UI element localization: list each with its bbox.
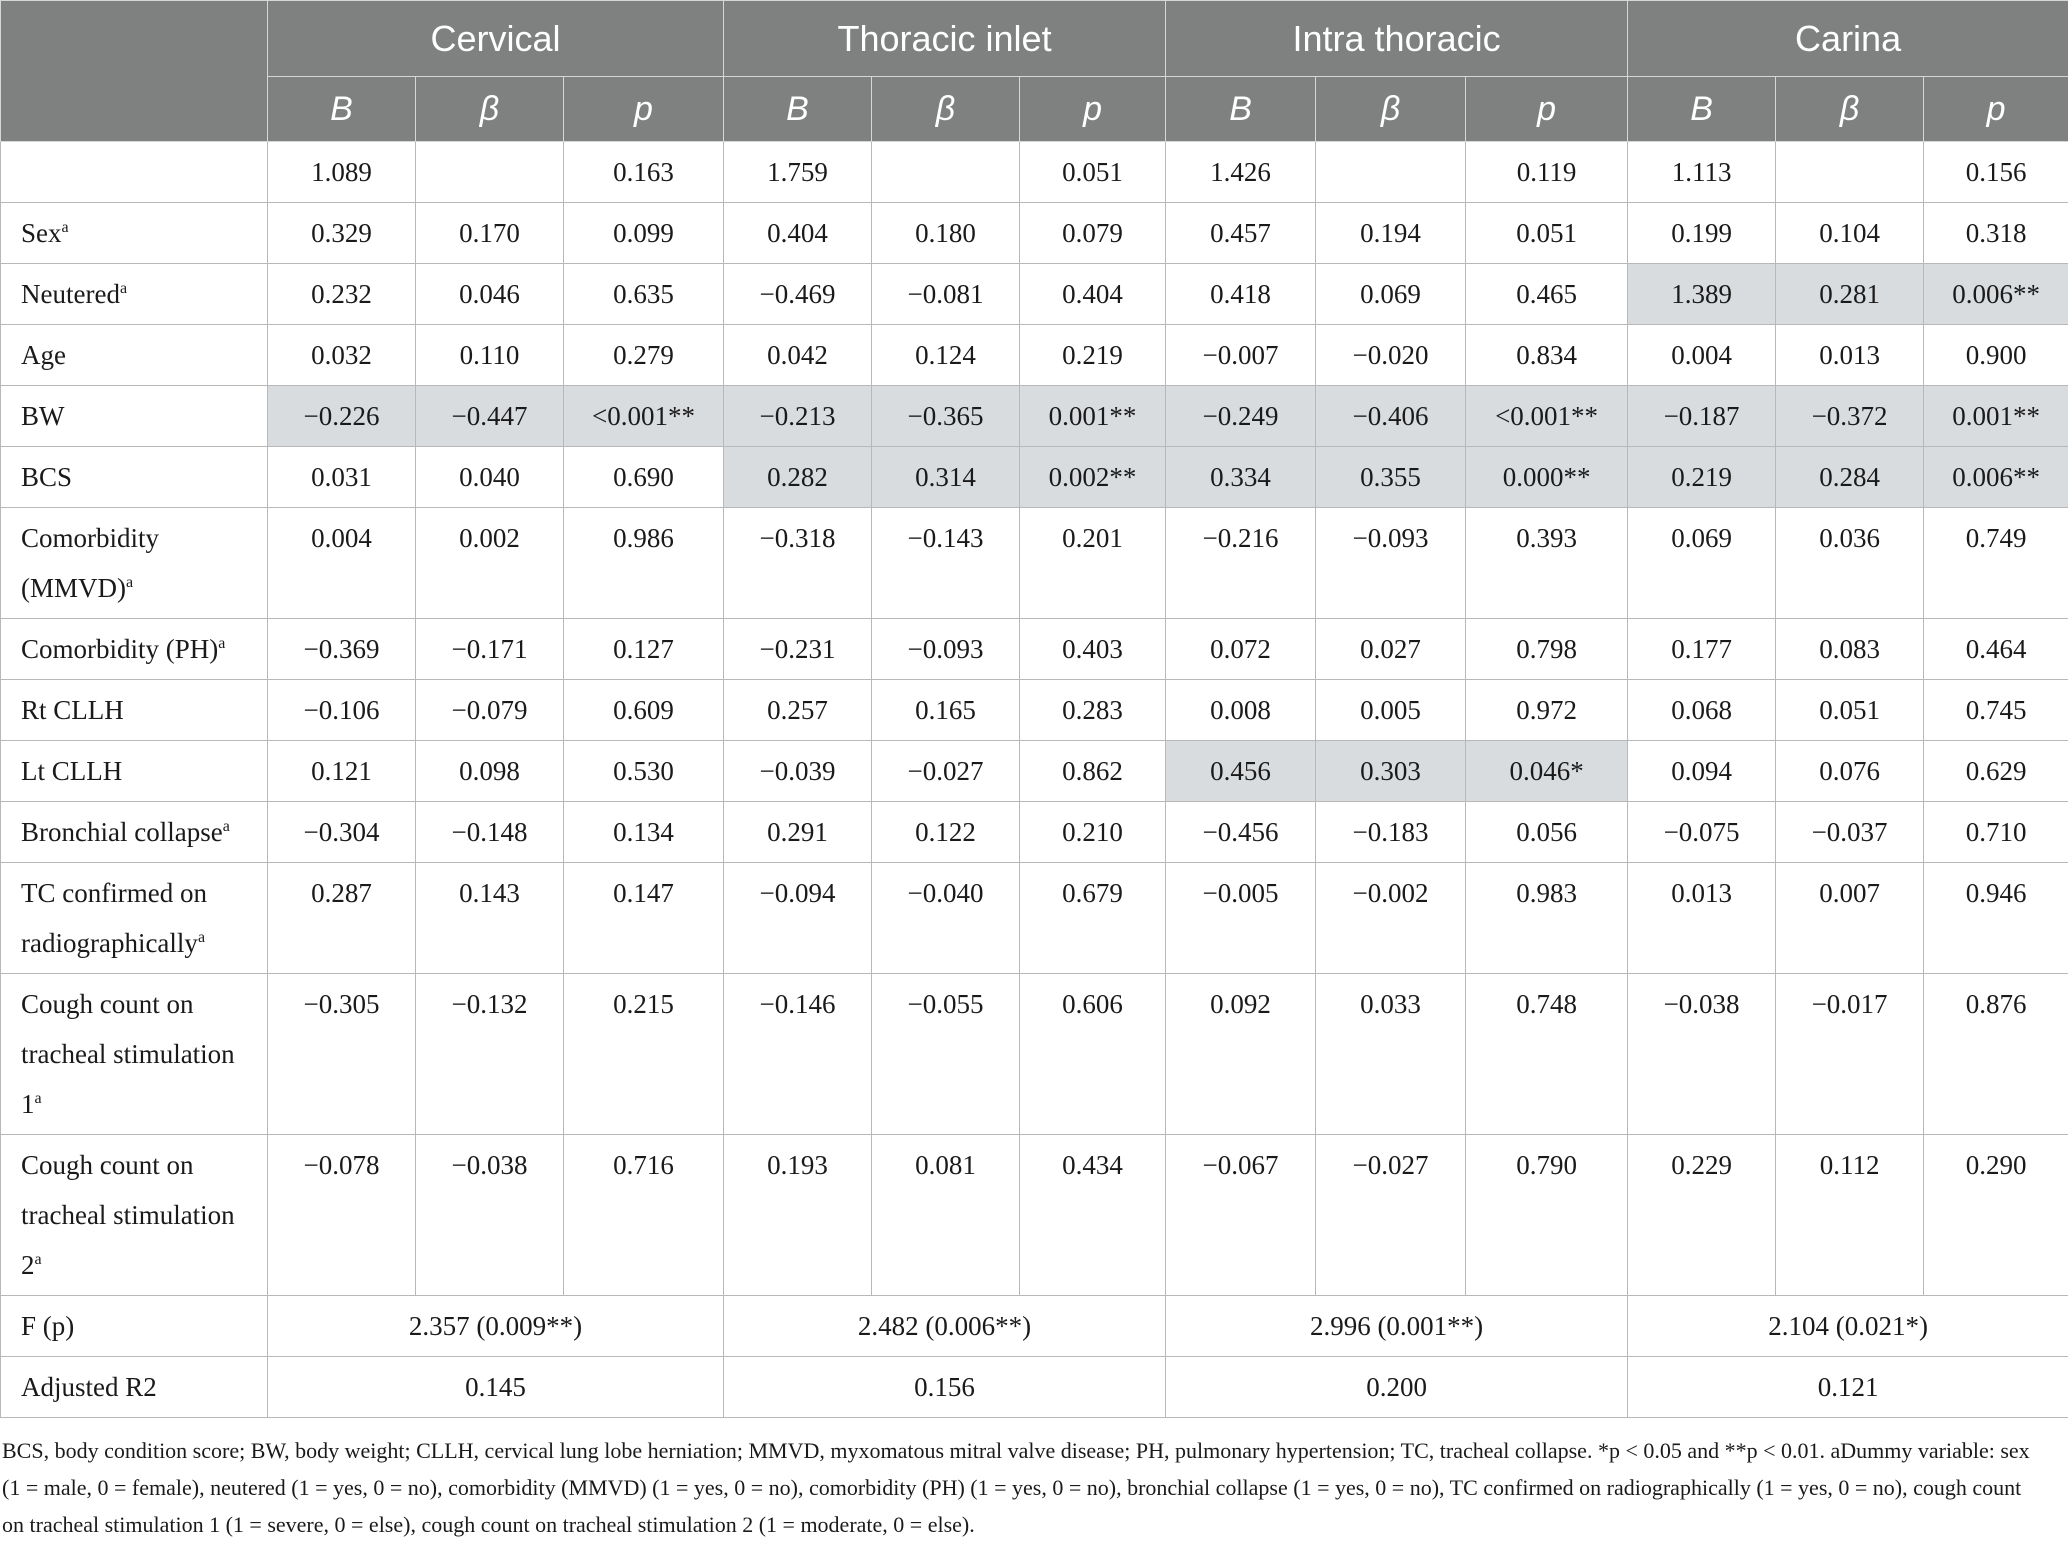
value-cell: 0.393 — [1466, 508, 1628, 619]
value-cell: 0.143 — [416, 863, 564, 974]
value-cell: −0.305 — [268, 974, 416, 1135]
coef-header-beta: β — [1316, 77, 1466, 142]
value-cell: 0.081 — [872, 1135, 1020, 1296]
table-row — [1, 386, 2068, 447]
value-cell: 0.134 — [564, 802, 724, 863]
value-cell: 0.098 — [416, 741, 564, 802]
value-cell: 0.033 — [1316, 974, 1466, 1135]
row-label-text: Age — [21, 340, 66, 370]
coef-header-p: p — [564, 77, 724, 142]
value-cell: 0.013 — [1628, 863, 1776, 974]
summary-value: 2.104 (0.021*) — [1628, 1296, 2068, 1357]
value-cell: −0.038 — [416, 1135, 564, 1296]
row-label-text: Bronchial collapse — [21, 817, 223, 847]
coef-header-beta: β — [416, 77, 564, 142]
value-cell: −0.093 — [872, 619, 1020, 680]
value-cell: 0.056 — [1466, 802, 1628, 863]
value-cell: 0.290 — [1924, 1135, 2068, 1296]
value-cell: 0.051 — [1776, 680, 1924, 741]
value-cell: −0.040 — [872, 863, 1020, 974]
summary-row — [1, 1296, 2068, 1357]
value-cell: 0.606 — [1020, 974, 1166, 1135]
value-cell: −0.447 — [416, 386, 564, 447]
value-cell: 0.284 — [1776, 447, 1924, 508]
value-cell: 0.876 — [1924, 974, 2068, 1135]
value-cell: 0.355 — [1316, 447, 1466, 508]
table-row — [1, 508, 2068, 619]
row-label-text: BCS — [21, 462, 73, 492]
table-row — [1, 142, 2068, 203]
value-cell: 0.257 — [724, 680, 872, 741]
value-cell — [872, 142, 1020, 203]
value-cell: −0.093 — [1316, 508, 1466, 619]
table-row — [1, 325, 2068, 386]
value-cell: 0.946 — [1924, 863, 2068, 974]
header-group-row — [1, 1, 2068, 77]
row-label — [1, 203, 268, 264]
value-cell: 0.834 — [1466, 325, 1628, 386]
table-row — [1, 863, 2068, 974]
value-cell: −0.007 — [1166, 325, 1316, 386]
row-label-text: Comorbidity (PH) — [21, 634, 219, 664]
value-cell: 0.287 — [268, 863, 416, 974]
value-cell: −0.406 — [1316, 386, 1466, 447]
value-cell: 0.121 — [268, 741, 416, 802]
value-cell: −0.039 — [724, 741, 872, 802]
table-row — [1, 741, 2068, 802]
value-cell: 0.404 — [724, 203, 872, 264]
coef-header-beta: β — [1776, 77, 1924, 142]
value-cell: −0.017 — [1776, 974, 1924, 1135]
row-label — [1, 386, 268, 447]
summary-value: 2.996 (0.001**) — [1166, 1296, 1628, 1357]
value-cell: 0.110 — [416, 325, 564, 386]
value-cell: −0.037 — [1776, 802, 1924, 863]
value-cell: 0.079 — [1020, 203, 1166, 264]
value-cell: −0.456 — [1166, 802, 1316, 863]
value-cell: 0.156 — [1924, 142, 2068, 203]
value-cell: 0.404 — [1020, 264, 1166, 325]
value-cell: −0.075 — [1628, 802, 1776, 863]
value-cell: 0.329 — [268, 203, 416, 264]
value-cell: −0.148 — [416, 802, 564, 863]
value-cell: 0.072 — [1166, 619, 1316, 680]
value-cell: 0.007 — [1776, 863, 1924, 974]
value-cell: <0.001** — [564, 386, 724, 447]
value-cell: −0.231 — [724, 619, 872, 680]
row-label-text: Lt CLLH — [21, 756, 123, 786]
row-label-text: TC confirmed on radiographically — [21, 878, 207, 958]
value-cell: 0.609 — [564, 680, 724, 741]
value-cell: −0.079 — [416, 680, 564, 741]
value-cell: 0.002** — [1020, 447, 1166, 508]
value-cell: −0.318 — [724, 508, 872, 619]
row-label-text: Cough count on tracheal stimulation 1 — [21, 989, 235, 1119]
value-cell: 0.076 — [1776, 741, 1924, 802]
value-cell: −0.002 — [1316, 863, 1466, 974]
value-cell: 1.426 — [1166, 142, 1316, 203]
value-cell: 0.083 — [1776, 619, 1924, 680]
value-cell: 0.104 — [1776, 203, 1924, 264]
value-cell: 0.679 — [1020, 863, 1166, 974]
value-cell: 0.282 — [724, 447, 872, 508]
value-cell: 1.389 — [1628, 264, 1776, 325]
value-cell: 0.972 — [1466, 680, 1628, 741]
value-cell: 0.177 — [1628, 619, 1776, 680]
table-row — [1, 619, 2068, 680]
value-cell: 0.112 — [1776, 1135, 1924, 1296]
value-cell: 0.748 — [1466, 974, 1628, 1135]
row-label — [1, 447, 268, 508]
value-cell: 0.006** — [1924, 447, 2068, 508]
table-row — [1, 264, 2068, 325]
footnote-marker: a — [61, 219, 69, 236]
value-cell: −0.226 — [268, 386, 416, 447]
value-cell: −0.372 — [1776, 386, 1924, 447]
header-coef-row — [1, 77, 2068, 142]
value-cell: 0.004 — [1628, 325, 1776, 386]
value-cell: −0.020 — [1316, 325, 1466, 386]
value-cell: 0.069 — [1628, 508, 1776, 619]
summary-value: 0.156 — [724, 1357, 1166, 1418]
coef-header-b: B — [1166, 77, 1316, 142]
row-label — [1, 802, 268, 863]
group-header-intra-thoracic: Intra thoracic — [1166, 1, 1628, 77]
value-cell: −0.027 — [872, 741, 1020, 802]
value-cell: 0.046 — [416, 264, 564, 325]
value-cell: 0.127 — [564, 619, 724, 680]
value-cell: 0.092 — [1166, 974, 1316, 1135]
value-cell: 1.089 — [268, 142, 416, 203]
value-cell: 0.219 — [1020, 325, 1166, 386]
group-header-thoracic-inlet: Thoracic inlet — [724, 1, 1166, 77]
footnote-marker: a — [222, 818, 230, 835]
value-cell: −0.171 — [416, 619, 564, 680]
row-label-text: BW — [21, 401, 65, 431]
row-label — [1, 680, 268, 741]
table-header — [1, 1, 2068, 142]
value-cell: 0.124 — [872, 325, 1020, 386]
coef-header-b: B — [1628, 77, 1776, 142]
value-cell: 0.031 — [268, 447, 416, 508]
value-cell: −0.187 — [1628, 386, 1776, 447]
value-cell: 0.745 — [1924, 680, 2068, 741]
value-cell: 0.036 — [1776, 508, 1924, 619]
value-cell: −0.005 — [1166, 863, 1316, 974]
table-row — [1, 974, 2068, 1135]
group-header-cervical: Cervical — [268, 1, 724, 77]
value-cell: 0.403 — [1020, 619, 1166, 680]
value-cell: −0.094 — [724, 863, 872, 974]
row-label — [1, 325, 268, 386]
value-cell: 0.790 — [1466, 1135, 1628, 1296]
value-cell: 0.201 — [1020, 508, 1166, 619]
value-cell: 1.759 — [724, 142, 872, 203]
coef-header-p: p — [1466, 77, 1628, 142]
value-cell: 0.457 — [1166, 203, 1316, 264]
value-cell: 0.798 — [1466, 619, 1628, 680]
value-cell: −0.304 — [268, 802, 416, 863]
value-cell: 0.163 — [564, 142, 724, 203]
coef-header-p: p — [1020, 77, 1166, 142]
value-cell: 0.040 — [416, 447, 564, 508]
value-cell: 0.006** — [1924, 264, 2068, 325]
value-cell: −0.146 — [724, 974, 872, 1135]
value-cell: 0.900 — [1924, 325, 2068, 386]
value-cell: 0.215 — [564, 974, 724, 1135]
value-cell: 0.530 — [564, 741, 724, 802]
value-cell: 0.199 — [1628, 203, 1776, 264]
value-cell: 0.749 — [1924, 508, 2068, 619]
value-cell: 0.464 — [1924, 619, 2068, 680]
value-cell: −0.216 — [1166, 508, 1316, 619]
value-cell: 0.094 — [1628, 741, 1776, 802]
coef-header-b: B — [268, 77, 416, 142]
table-row — [1, 802, 2068, 863]
value-cell: −0.249 — [1166, 386, 1316, 447]
row-label — [1, 974, 268, 1135]
value-cell — [416, 142, 564, 203]
value-cell: 0.418 — [1166, 264, 1316, 325]
value-cell: 0.180 — [872, 203, 1020, 264]
value-cell: 0.210 — [1020, 802, 1166, 863]
value-cell: 0.465 — [1466, 264, 1628, 325]
summary-value: 0.145 — [268, 1357, 724, 1418]
value-cell: 0.004 — [268, 508, 416, 619]
value-cell: 0.001** — [1020, 386, 1166, 447]
table-row — [1, 1135, 2068, 1296]
value-cell: 0.069 — [1316, 264, 1466, 325]
row-label — [1, 1135, 268, 1296]
value-cell: 0.232 — [268, 264, 416, 325]
header-corner-cell — [1, 1, 268, 142]
value-cell: −0.038 — [1628, 974, 1776, 1135]
value-cell — [1316, 142, 1466, 203]
row-label — [1, 741, 268, 802]
coef-header-b: B — [724, 77, 872, 142]
value-cell: 0.051 — [1020, 142, 1166, 203]
value-cell: 0.986 — [564, 508, 724, 619]
summary-value: 0.121 — [1628, 1357, 2068, 1418]
row-label — [1, 142, 268, 203]
row-label-text: Comorbidity (MMVD) — [21, 523, 160, 603]
value-cell: 0.318 — [1924, 203, 2068, 264]
value-cell: 0.194 — [1316, 203, 1466, 264]
value-cell: 0.690 — [564, 447, 724, 508]
value-cell: 0.170 — [416, 203, 564, 264]
value-cell: 0.303 — [1316, 741, 1466, 802]
value-cell: 0.229 — [1628, 1135, 1776, 1296]
value-cell: <0.001** — [1466, 386, 1628, 447]
value-cell: 0.291 — [724, 802, 872, 863]
row-label — [1, 508, 268, 619]
value-cell: 0.281 — [1776, 264, 1924, 325]
footnote-marker: a — [218, 635, 226, 652]
value-cell: 0.046* — [1466, 741, 1628, 802]
row-label-text: Rt CLLH — [21, 695, 124, 725]
summary-value: 2.482 (0.006**) — [724, 1296, 1166, 1357]
summary-label: F (p) — [1, 1296, 268, 1357]
value-cell: 0.005 — [1316, 680, 1466, 741]
row-label-text: Sex — [21, 218, 62, 248]
value-cell: −0.183 — [1316, 802, 1466, 863]
value-cell: 0.629 — [1924, 741, 2068, 802]
value-cell: −0.369 — [268, 619, 416, 680]
coef-header-beta: β — [872, 77, 1020, 142]
value-cell: 0.314 — [872, 447, 1020, 508]
table-body — [1, 142, 2068, 1418]
value-cell: 0.456 — [1166, 741, 1316, 802]
value-cell: 0.051 — [1466, 203, 1628, 264]
footnote-marker: a — [126, 574, 134, 591]
value-cell: 0.862 — [1020, 741, 1166, 802]
value-cell: −0.469 — [724, 264, 872, 325]
value-cell: 0.283 — [1020, 680, 1166, 741]
value-cell: −0.365 — [872, 386, 1020, 447]
row-label — [1, 863, 268, 974]
table-row — [1, 203, 2068, 264]
value-cell: 0.000** — [1466, 447, 1628, 508]
row-label — [1, 619, 268, 680]
footnote-marker: a — [34, 1251, 42, 1268]
value-cell: 0.068 — [1628, 680, 1776, 741]
value-cell: −0.132 — [416, 974, 564, 1135]
value-cell: 0.434 — [1020, 1135, 1166, 1296]
summary-value: 0.200 — [1166, 1357, 1628, 1418]
footnote-marker: a — [119, 280, 128, 297]
value-cell: 0.042 — [724, 325, 872, 386]
value-cell: 0.193 — [724, 1135, 872, 1296]
value-cell: 0.983 — [1466, 863, 1628, 974]
group-header-carina: Carina — [1628, 1, 2068, 77]
value-cell: 0.119 — [1466, 142, 1628, 203]
value-cell: 0.122 — [872, 802, 1020, 863]
value-cell: 0.219 — [1628, 447, 1776, 508]
coef-header-p: p — [1924, 77, 2068, 142]
value-cell: 0.027 — [1316, 619, 1466, 680]
value-cell: 0.008 — [1166, 680, 1316, 741]
value-cell: 0.099 — [564, 203, 724, 264]
footnote-marker: a — [34, 1090, 42, 1107]
table-row — [1, 447, 2068, 508]
value-cell: 0.147 — [564, 863, 724, 974]
summary-value: 2.357 (0.009**) — [268, 1296, 724, 1357]
row-label-text: Cough count on tracheal stimulation 2 — [21, 1150, 235, 1280]
value-cell: −0.067 — [1166, 1135, 1316, 1296]
value-cell: 1.113 — [1628, 142, 1776, 203]
value-cell: −0.143 — [872, 508, 1020, 619]
value-cell: 0.013 — [1776, 325, 1924, 386]
value-cell: −0.106 — [268, 680, 416, 741]
footnote-marker: a — [197, 929, 206, 946]
value-cell: 0.165 — [872, 680, 1020, 741]
value-cell: −0.081 — [872, 264, 1020, 325]
value-cell: 0.001** — [1924, 386, 2068, 447]
value-cell: −0.078 — [268, 1135, 416, 1296]
value-cell: −0.027 — [1316, 1135, 1466, 1296]
value-cell: 0.334 — [1166, 447, 1316, 508]
value-cell: 0.710 — [1924, 802, 2068, 863]
value-cell: −0.055 — [872, 974, 1020, 1135]
value-cell: 0.279 — [564, 325, 724, 386]
value-cell: −0.213 — [724, 386, 872, 447]
value-cell: 0.002 — [416, 508, 564, 619]
row-label-text: Neutered — [21, 279, 120, 309]
value-cell: 0.032 — [268, 325, 416, 386]
value-cell: 0.716 — [564, 1135, 724, 1296]
table-footnote: BCS, body condition score; BW, body weight; CLLH, cervical lung lobe herniation; MMVD, myxomatous mitral valve disease; PH, pulmonary hypertension; TC, tracheal collapse. *p < 0.05 and **p < 0.01. aDummy variable: sex (1 = male, 0 = female), neutered (1 = yes, 0 = no), comorbidity (MMVD) (1 = yes, 0 = no), comorbidity (PH) (1 = yes, 0 = no), bronchial collapse (1 = yes, 0 = no), TC confirmed on radiographically (1 = yes, 0 = no), cough count on tracheal stimulation 1 (1 = severe, 0 = else), cough count on tracheal stimulation 2 (1 = moderate, 0 = else). — [2, 1438, 2030, 1537]
value-cell — [1776, 142, 1924, 203]
summary-row — [1, 1357, 2068, 1418]
table-row — [1, 680, 2068, 741]
value-cell: 0.635 — [564, 264, 724, 325]
row-label — [1, 264, 268, 325]
summary-label: Adjusted R2 — [1, 1357, 268, 1418]
